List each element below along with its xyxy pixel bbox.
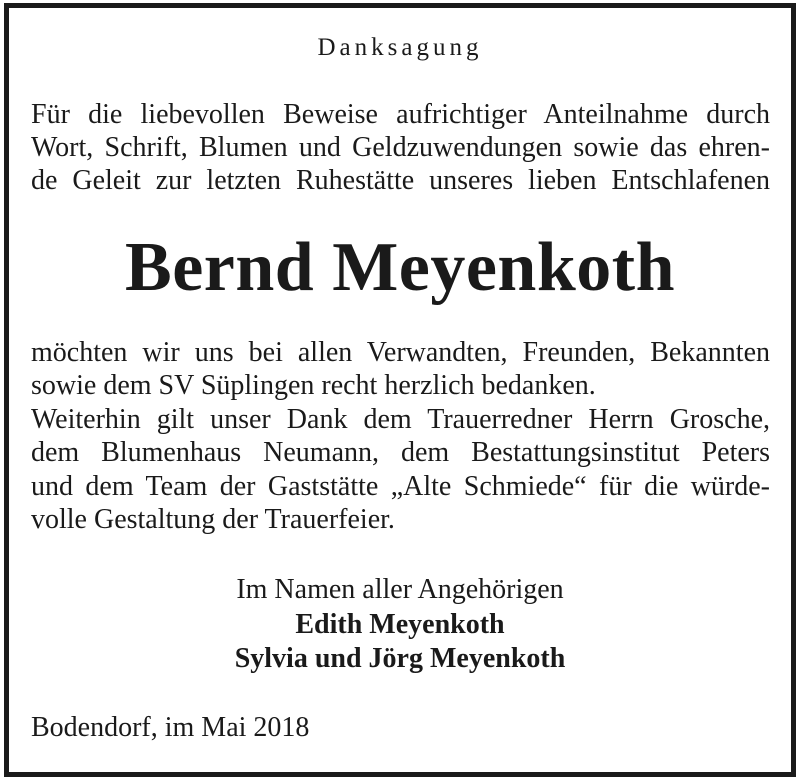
signature-intro: Im Namen aller Angehörigen — [236, 574, 564, 605]
intro-line-3: de Geleit zur letzten Ruhestätte unseres lieben Entschlafenen — [31, 165, 770, 196]
intro-line-1: Für die liebevollen Beweise aufrichtiger Anteilnahme durch — [31, 99, 770, 130]
body-line-6: volle Gestaltung der Trauerfeier. — [31, 504, 395, 535]
notice-heading: Danksagung — [317, 34, 483, 61]
place-date: Bodendorf, im Mai 2018 — [31, 712, 310, 743]
body-line-3: Weiterhin gilt unser Dank dem Trauerredner Herrn Grosche, — [31, 404, 770, 435]
body-line-2: sowie dem SV Süplingen recht herzlich bedanken. — [31, 370, 596, 401]
deceased-name: Bernd Meyenkoth — [125, 229, 675, 306]
signature-name-2: Sylvia und Jörg Meyenkoth — [234, 643, 566, 674]
body-line-1: möchten wir uns bei allen Verwandten, Freunden, Bekannten — [31, 337, 770, 368]
body-line-4: dem Blumenhaus Neumann, dem Bestattungsinstitut Peters — [31, 437, 770, 468]
intro-line-2: Wort, Schrift, Blumen und Geldzuwendungen sowie das ehren- — [31, 132, 770, 163]
body-line-5: und dem Team der Gaststätte „Alte Schmiede“ für die würde- — [31, 471, 770, 502]
signature-name-1: Edith Meyenkoth — [295, 609, 505, 640]
